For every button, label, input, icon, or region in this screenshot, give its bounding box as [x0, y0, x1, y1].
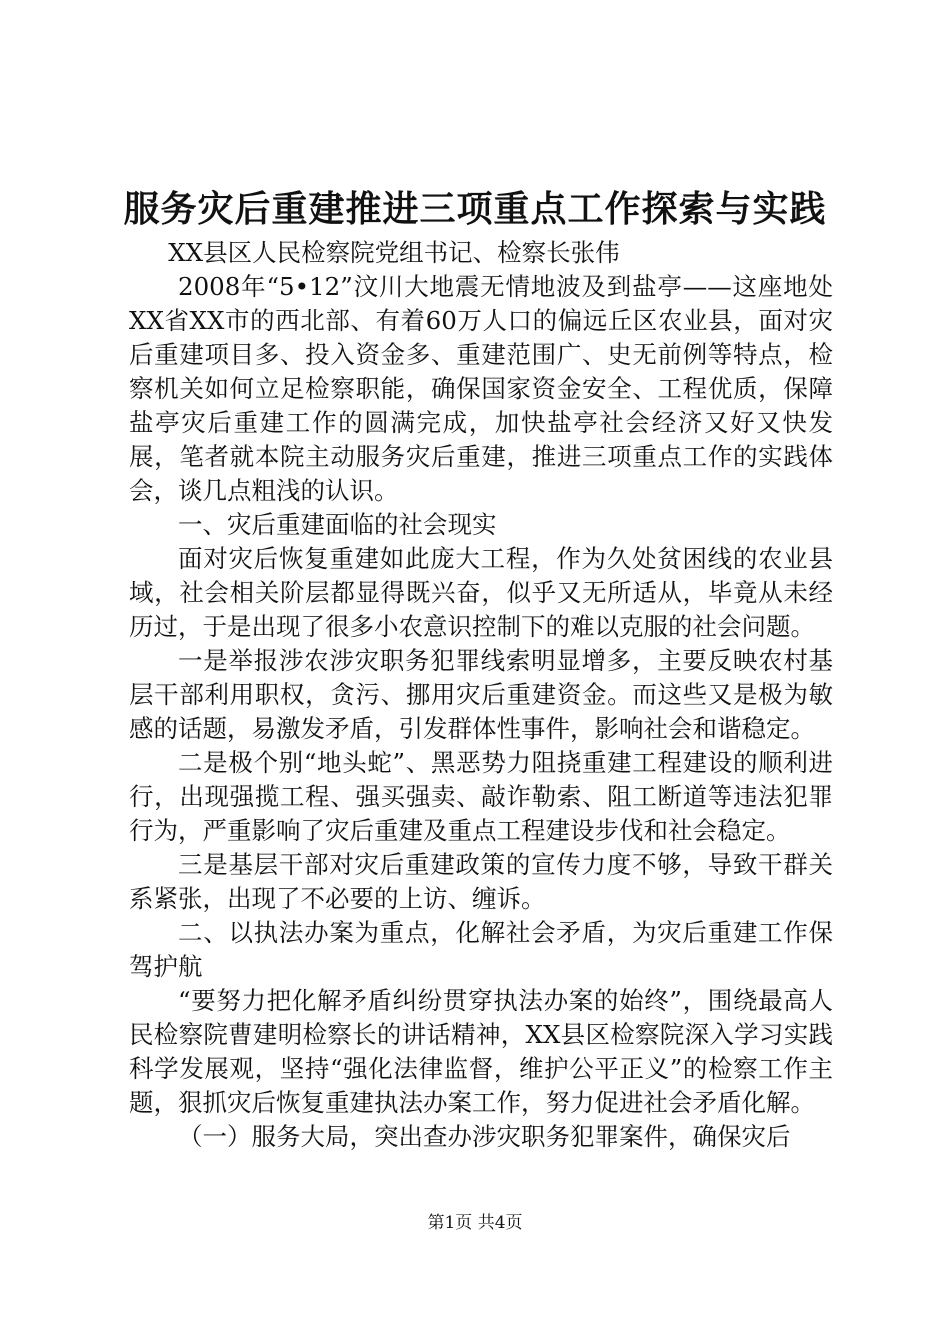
paragraph-social-reality: 面对灾后恢复重建如此庞大工程，作为久处贫困线的农业县域，社会相关阶层都显得既兴奋，似乎又无所适从，毕竟从未经历过，于是出现了很多小农意识控制下的难以克服的社会问题。 [129, 544, 833, 641]
author-line: XX县区人民检察院党组书记、检察长张伟 [168, 238, 620, 267]
page-number-footer: 第1页 共4页 [427, 1213, 523, 1233]
section-heading-2: 二、以执法办案为重点，化解社会矛盾，为灾后重建工作保驾护航 [129, 918, 833, 981]
subsection-heading-1: （一）服务大局，突出查办涉灾职务犯罪案件，确保灾后 [178, 1122, 791, 1151]
paragraph-point-1: 一是举报涉农涉灾职务犯罪线索明显增多，主要反映农村基层干部利用职权，贪污、挪用灾后重建资金。而这些又是极为敏感的话题，易激发矛盾，引发群体性事件，影响社会和谐稳定。 [129, 646, 833, 743]
paragraph-law-enforcement: “要努力把化解矛盾纠纷贯穿执法办案的始终”，围绕最高人民检察院曹建明检察长的讲话精神，XX县区检察院深入学习实践科学发展观，坚持“强化法律监督，维护公平正义”的检察工作主题，狠抓灾后恢复重建执法办案工作，努力促进社会矛盾化解。 [129, 986, 833, 1117]
paragraph-point-2: 二是极个别“地头蛇”、黑恶势力阻挠重建工程建设的顺利进行，出现强揽工程、强买强卖、敲诈勒索、阻工断道等违法犯罪行为，严重影响了灾后重建及重点工程建设步伐和社会稳定。 [129, 748, 833, 845]
document-body [129, 236, 833, 1154]
section-heading-1: 一、灾后重建面临的社会现实 [178, 510, 497, 539]
document-title: 服务灾后重建推进三项重点工作探索与实践 [123, 188, 827, 230]
paragraph-point-3: 三是基层干部对灾后重建政策的宣传力度不够，导致干群关系紧张，出现了不必要的上访、缠诉。 [129, 850, 833, 913]
paragraph-intro: 2008年“5•12”汶川大地震无情地波及到盐亭——这座地处XX省XX市的西北部、有着60万人口的偏远丘区农业县，面对灾后重建项目多、投入资金多、重建范围广、史无前例等特点，检察机关如何立足检察职能，确保国家资金安全、工程优质，保障盐亭灾后重建工作的圆满完成，加快盐亭社会经济又好又快发展，笔者就本院主动服务灾后重建，推进三项重点工作的实践体会，谈几点粗浅的认识。 [129, 272, 833, 505]
